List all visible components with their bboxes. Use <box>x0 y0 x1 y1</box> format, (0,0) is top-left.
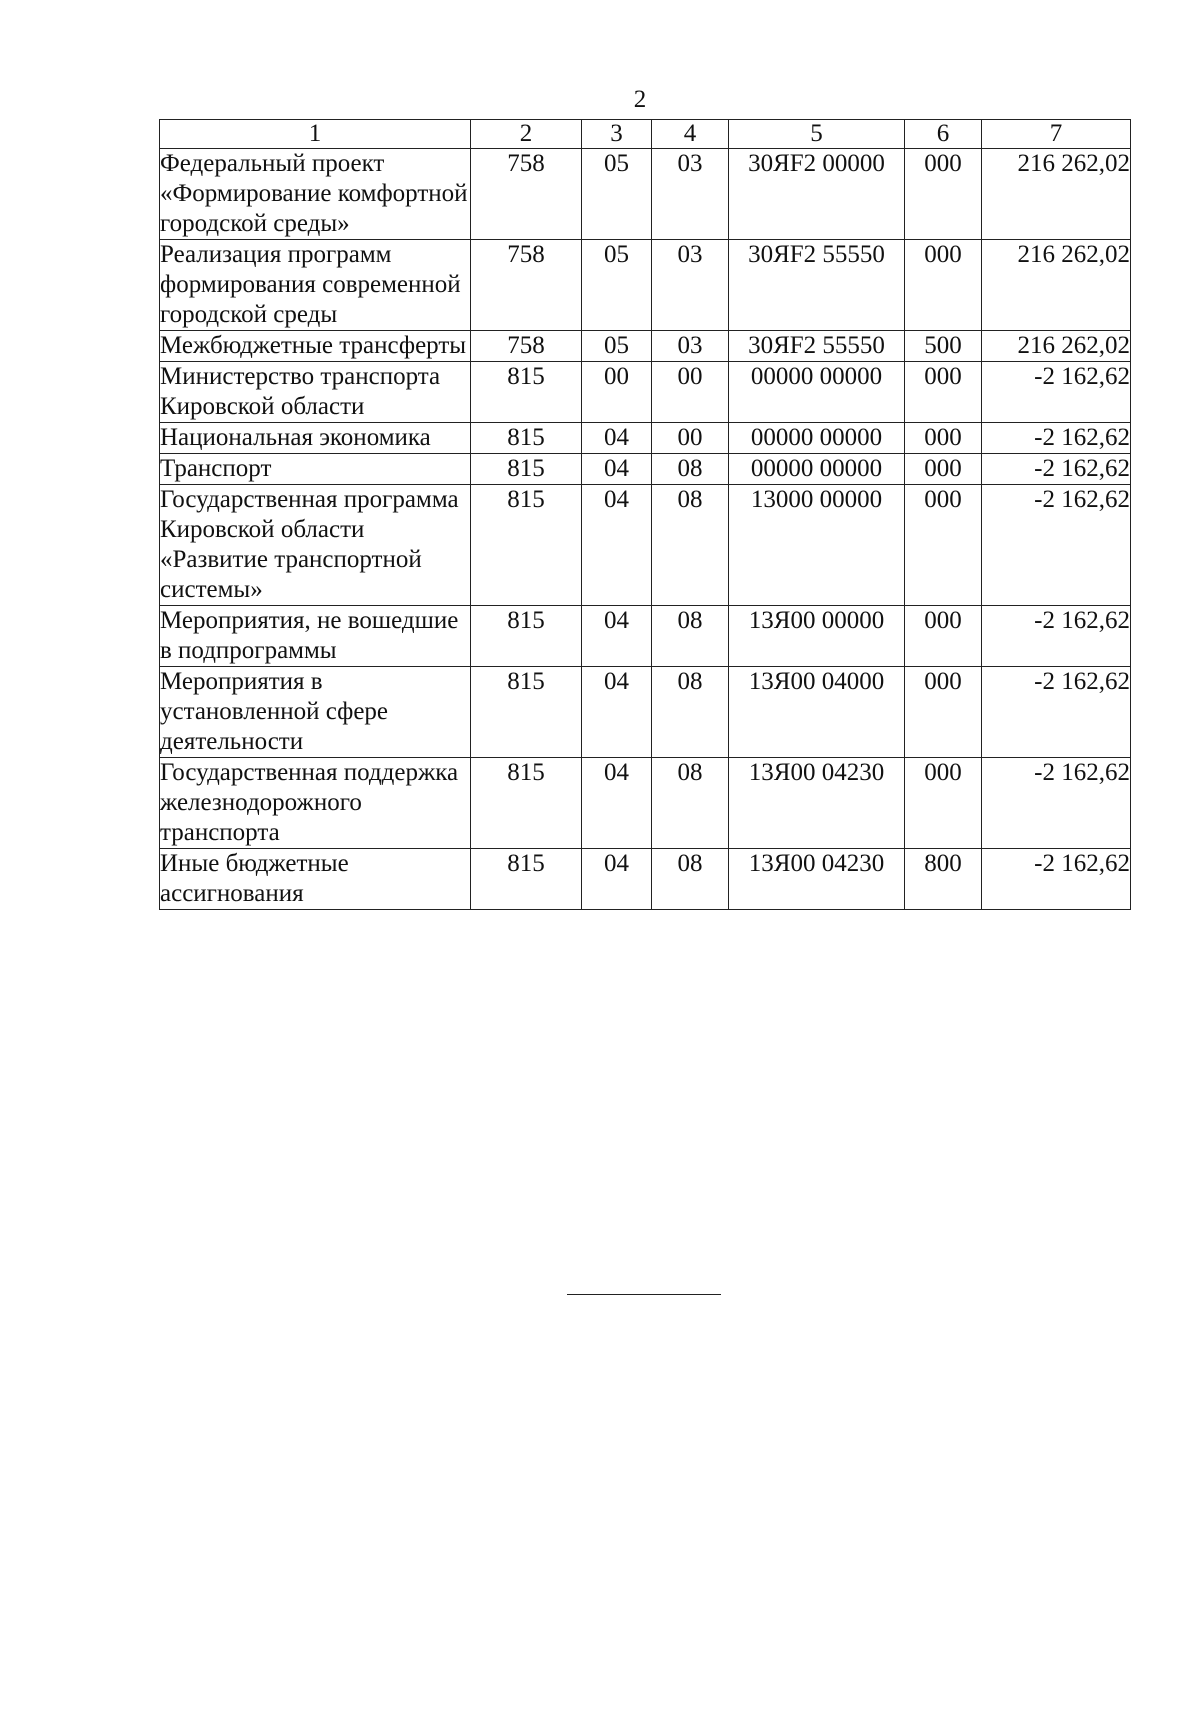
row-name-cell: Мероприятия, не вошедшие в подпрограммы <box>160 606 471 667</box>
table-row <box>160 667 1131 758</box>
target-article-cell: 13Я00 04000 <box>729 667 905 758</box>
table-row <box>160 849 1131 910</box>
ministry-code-cell: 758 <box>471 331 582 362</box>
section-cell: 04 <box>582 758 652 849</box>
ministry-code-cell: 758 <box>471 149 582 240</box>
table-row <box>160 331 1131 362</box>
row-name-cell: Министерство транспорта Кировской области <box>160 362 471 423</box>
amount-cell: -2 162,62 <box>982 849 1131 910</box>
subsection-cell: 03 <box>652 149 729 240</box>
target-article-cell: 13000 00000 <box>729 485 905 606</box>
table-row <box>160 362 1131 423</box>
ministry-code-cell: 815 <box>471 758 582 849</box>
budget-table <box>159 119 1131 910</box>
amount-cell: -2 162,62 <box>982 667 1131 758</box>
column-header: 7 <box>982 120 1131 149</box>
target-article-cell: 30ЯF2 55550 <box>729 331 905 362</box>
subsection-cell: 08 <box>652 606 729 667</box>
expense-type-cell: 000 <box>905 606 982 667</box>
column-header: 2 <box>471 120 582 149</box>
row-name-cell: Транспорт <box>160 454 471 485</box>
subsection-cell: 08 <box>652 454 729 485</box>
section-cell: 05 <box>582 240 652 331</box>
table-row <box>160 240 1131 331</box>
expense-type-cell: 000 <box>905 149 982 240</box>
row-name-cell: Федеральный проект «Формирование комфортной городской среды» <box>160 149 471 240</box>
subsection-cell: 08 <box>652 667 729 758</box>
expense-type-cell: 000 <box>905 758 982 849</box>
expense-type-cell: 000 <box>905 362 982 423</box>
section-cell: 04 <box>582 485 652 606</box>
row-name-cell: Иные бюджетные ассигнования <box>160 849 471 910</box>
target-article-cell: 30ЯF2 55550 <box>729 240 905 331</box>
amount-cell: -2 162,62 <box>982 758 1131 849</box>
column-header: 3 <box>582 120 652 149</box>
section-cell: 00 <box>582 362 652 423</box>
section-cell: 04 <box>582 667 652 758</box>
page-number: 2 <box>633 86 647 113</box>
expense-type-cell: 000 <box>905 485 982 606</box>
column-header: 5 <box>729 120 905 149</box>
section-cell: 04 <box>582 849 652 910</box>
table-row <box>160 454 1131 485</box>
section-cell: 04 <box>582 606 652 667</box>
table-row <box>160 423 1131 454</box>
target-article-cell: 00000 00000 <box>729 362 905 423</box>
amount-cell: -2 162,62 <box>982 485 1131 606</box>
amount-cell: 216 262,02 <box>982 331 1131 362</box>
table-row <box>160 758 1131 849</box>
subsection-cell: 00 <box>652 423 729 454</box>
amount-cell: -2 162,62 <box>982 423 1131 454</box>
column-header: 6 <box>905 120 982 149</box>
ministry-code-cell: 815 <box>471 849 582 910</box>
row-name-cell: Межбюджетные трансферты <box>160 331 471 362</box>
ministry-code-cell: 815 <box>471 667 582 758</box>
subsection-cell: 03 <box>652 331 729 362</box>
ministry-code-cell: 815 <box>471 362 582 423</box>
subsection-cell: 03 <box>652 240 729 331</box>
column-header: 4 <box>652 120 729 149</box>
expense-type-cell: 000 <box>905 240 982 331</box>
row-name-cell: Реализация программ формирования современной городской среды <box>160 240 471 331</box>
table-row <box>160 485 1131 606</box>
subsection-cell: 00 <box>652 362 729 423</box>
subsection-cell: 08 <box>652 849 729 910</box>
target-article-cell: 13Я00 04230 <box>729 849 905 910</box>
row-name-cell: Национальная экономика <box>160 423 471 454</box>
ministry-code-cell: 815 <box>471 485 582 606</box>
expense-type-cell: 000 <box>905 423 982 454</box>
target-article-cell: 13Я00 04230 <box>729 758 905 849</box>
table-header-row <box>160 120 1131 149</box>
column-header: 1 <box>160 120 471 149</box>
target-article-cell: 00000 00000 <box>729 454 905 485</box>
target-article-cell: 13Я00 00000 <box>729 606 905 667</box>
amount-cell: -2 162,62 <box>982 606 1131 667</box>
row-name-cell: Государственная программа Кировской области «Развитие транспортной системы» <box>160 485 471 606</box>
expense-type-cell: 000 <box>905 454 982 485</box>
section-cell: 04 <box>582 454 652 485</box>
expense-type-cell: 000 <box>905 667 982 758</box>
table-row <box>160 606 1131 667</box>
end-separator-line <box>567 1294 721 1295</box>
amount-cell: 216 262,02 <box>982 149 1131 240</box>
ministry-code-cell: 815 <box>471 606 582 667</box>
ministry-code-cell: 815 <box>471 423 582 454</box>
target-article-cell: 00000 00000 <box>729 423 905 454</box>
amount-cell: -2 162,62 <box>982 362 1131 423</box>
expense-type-cell: 800 <box>905 849 982 910</box>
section-cell: 04 <box>582 423 652 454</box>
section-cell: 05 <box>582 149 652 240</box>
ministry-code-cell: 758 <box>471 240 582 331</box>
table-row <box>160 149 1131 240</box>
subsection-cell: 08 <box>652 485 729 606</box>
target-article-cell: 30ЯF2 00000 <box>729 149 905 240</box>
section-cell: 05 <box>582 331 652 362</box>
row-name-cell: Мероприятия в установленной сфере деятельности <box>160 667 471 758</box>
expense-type-cell: 500 <box>905 331 982 362</box>
subsection-cell: 08 <box>652 758 729 849</box>
row-name-cell: Государственная поддержка железнодорожного транспорта <box>160 758 471 849</box>
amount-cell: -2 162,62 <box>982 454 1131 485</box>
ministry-code-cell: 815 <box>471 454 582 485</box>
amount-cell: 216 262,02 <box>982 240 1131 331</box>
